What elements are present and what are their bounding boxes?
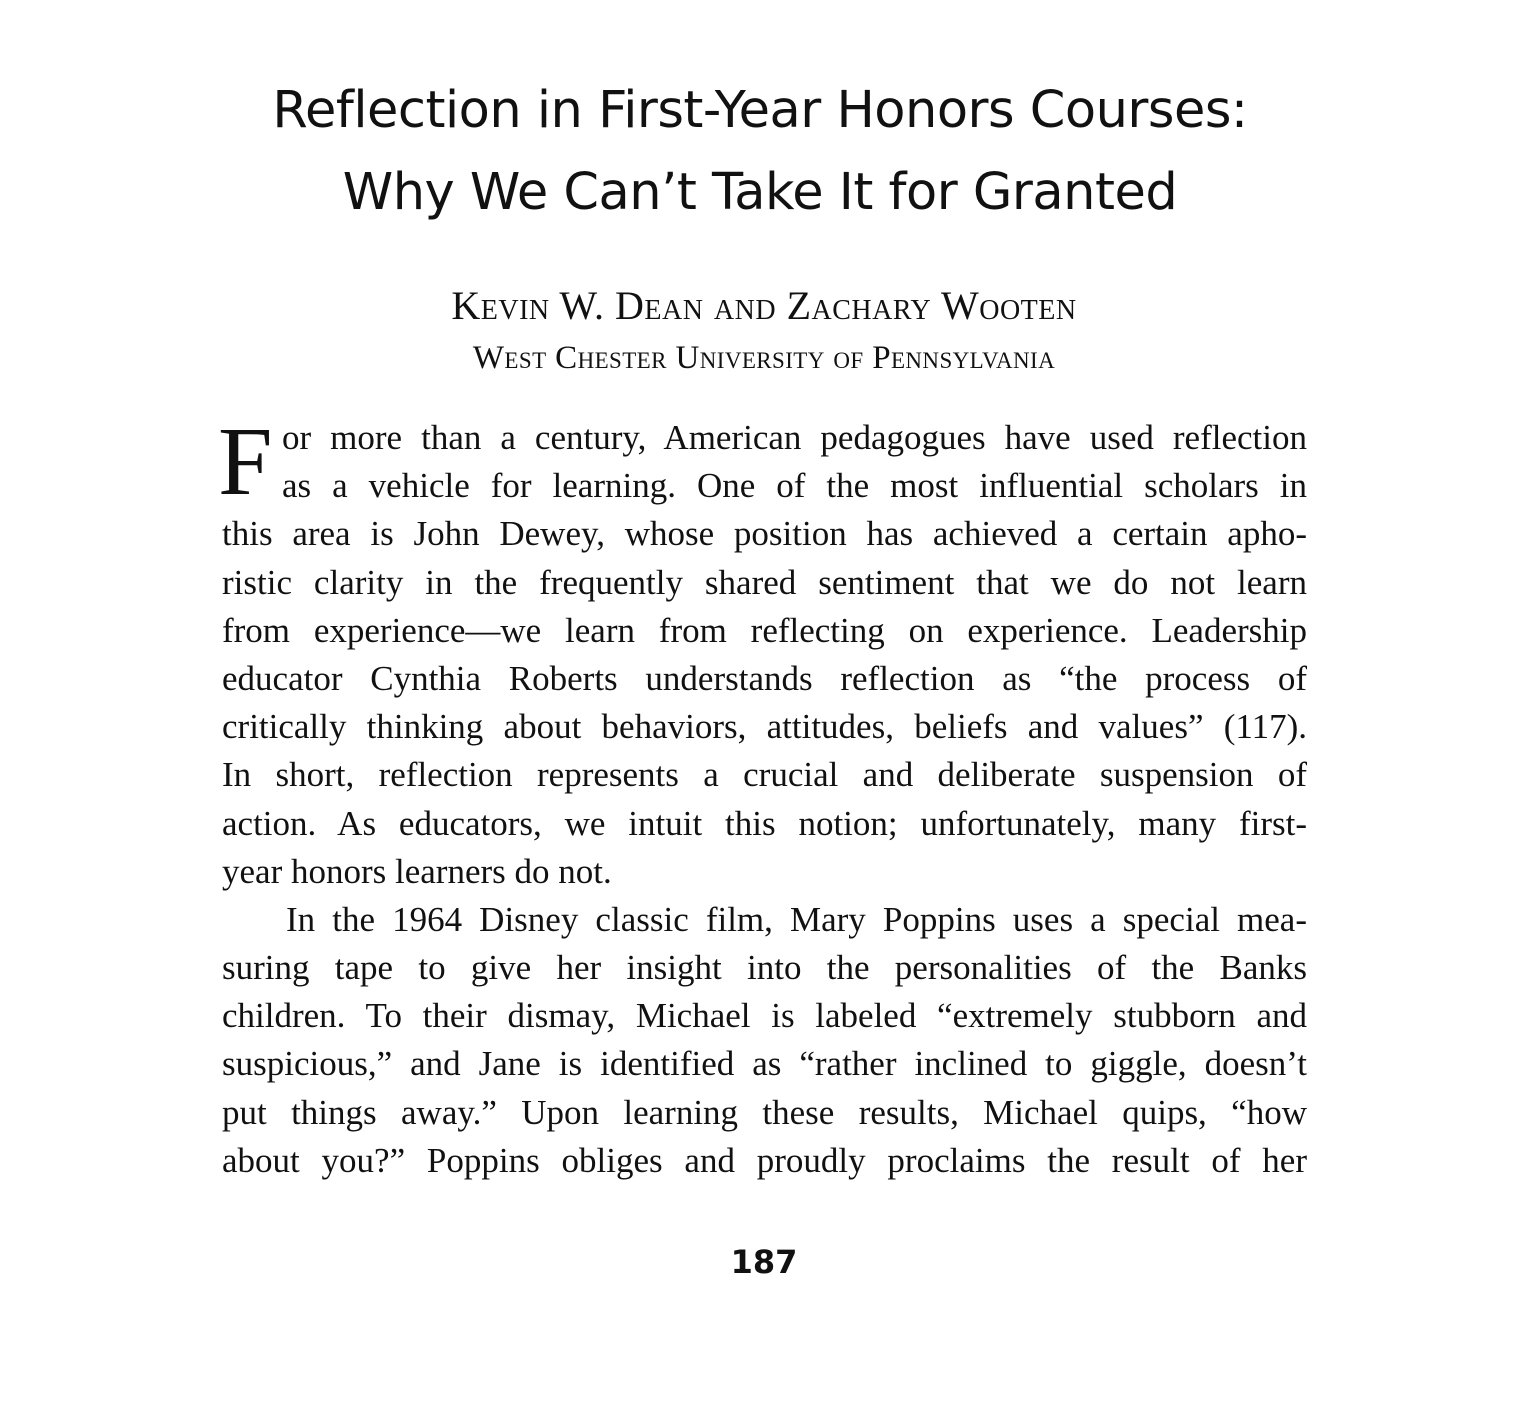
article-body bbox=[218, 408, 1307, 1185]
author-affiliation: West Chester University of Pennsylvania bbox=[472, 340, 1056, 376]
author-names: Kevin W. Dean and Zachary Wooten bbox=[451, 283, 1077, 328]
drop-cap: F bbox=[218, 408, 273, 516]
body-line: this area is John Dewey, whose position has achieved a certain apho- bbox=[222, 514, 1307, 554]
title-line-1: Reflection in First-Year Honors Courses: bbox=[272, 81, 1248, 140]
body-line: about you?” Poppins obliges and proudly proclaims the result of her bbox=[222, 1140, 1307, 1180]
body-line: suspicious,” and Jane is identified as “rather inclined to giggle, doesn’t bbox=[222, 1044, 1307, 1084]
body-line: year honors learners do not. bbox=[222, 851, 612, 891]
body-line: from experience—we learn from reflecting on experience. Leadership bbox=[222, 610, 1307, 650]
body-line: In the 1964 Disney classic film, Mary Poppins uses a special mea- bbox=[286, 899, 1307, 939]
page-number: 187 bbox=[730, 1243, 798, 1281]
body-line: educator Cynthia Roberts understands reflection as “the process of bbox=[222, 658, 1307, 698]
body-line: In short, reflection represents a crucial and deliberate suspension of bbox=[222, 755, 1307, 795]
body-line: ristic clarity in the frequently shared sentiment that we do not learn bbox=[222, 562, 1307, 602]
article-title bbox=[0, 70, 1520, 234]
title-line-2: Why We Can’t Take It for Granted bbox=[342, 163, 1178, 222]
body-line: action. As educators, we intuit this notion; unfortunately, many first- bbox=[222, 803, 1307, 843]
body-line: as a vehicle for learning. One of the most influential scholars in bbox=[282, 466, 1307, 506]
paragraph-2 bbox=[222, 896, 1307, 1185]
paragraph-1 bbox=[222, 414, 1307, 896]
body-line: suring tape to give her insight into the personalities of the Banks bbox=[222, 948, 1307, 988]
body-line: or more than a century, American pedagogues have used reflection bbox=[282, 418, 1307, 457]
body-line: children. To their dismay, Michael is labeled “extremely stubborn and bbox=[222, 996, 1307, 1036]
body-line: put things away.” Upon learning these results, Michael quips, “how bbox=[222, 1092, 1307, 1132]
body-line: critically thinking about behaviors, attitudes, beliefs and values” (117). bbox=[222, 707, 1307, 747]
